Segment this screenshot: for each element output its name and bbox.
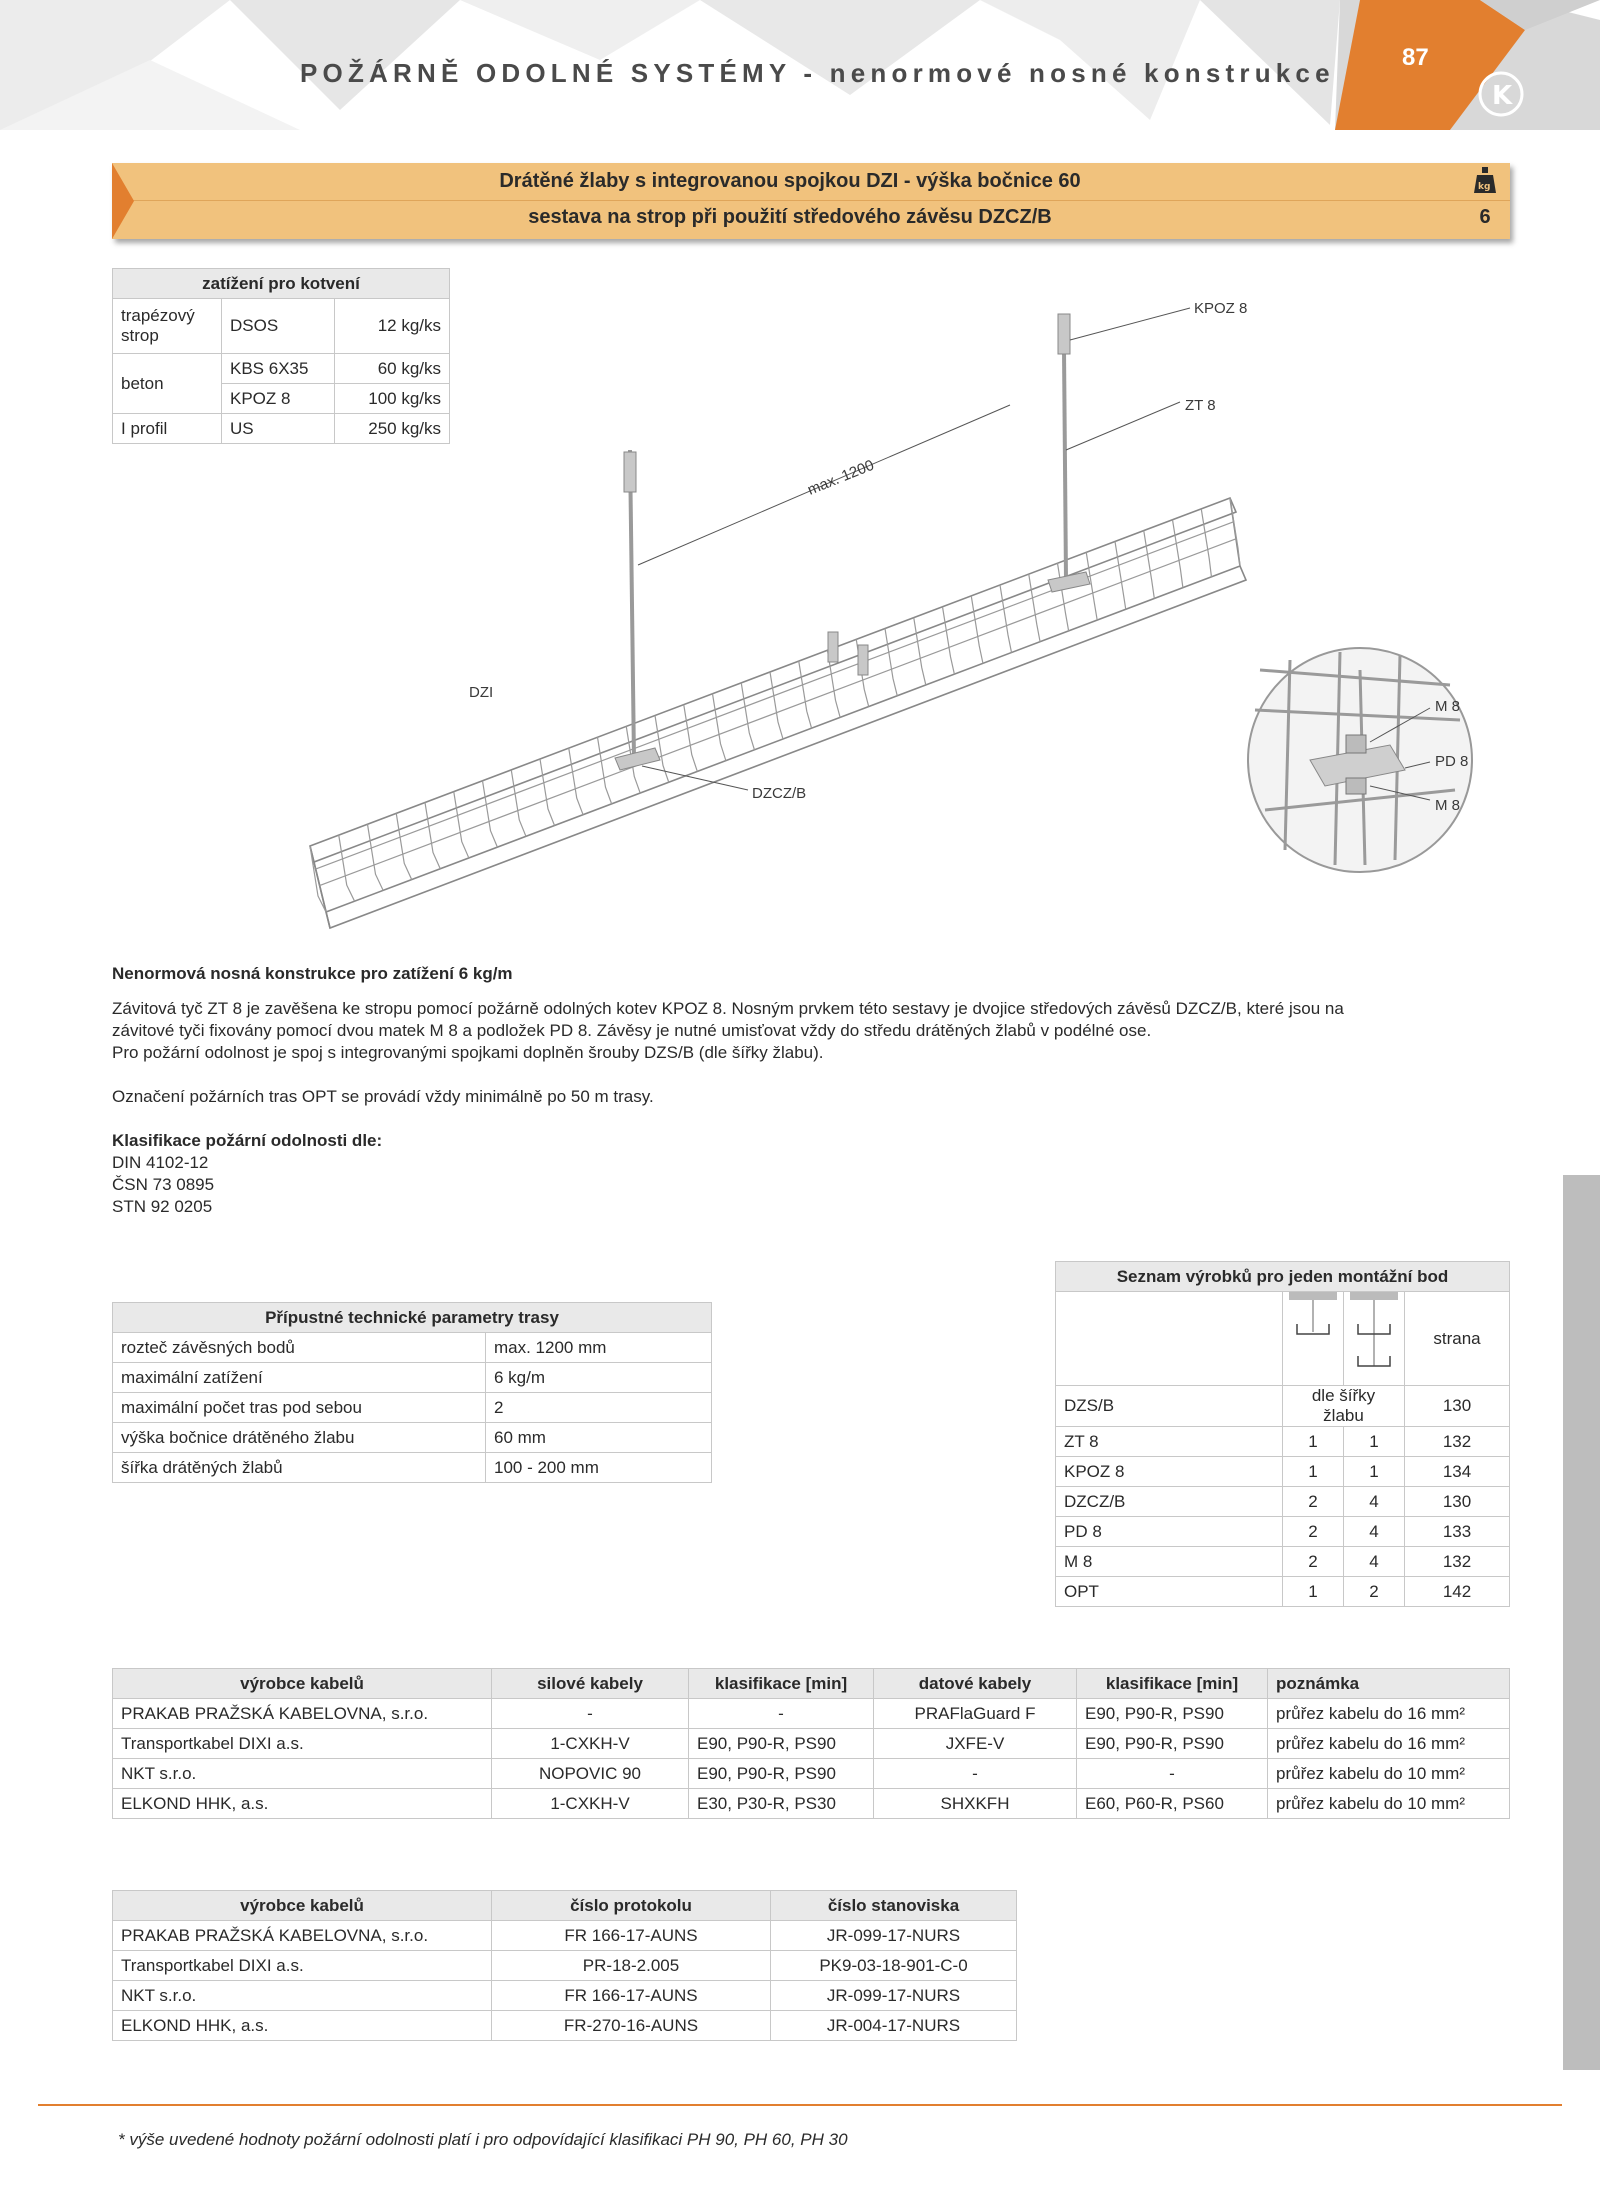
- footnote: * výše uvedené hodnoty požární odolnosti platí i pro odpovídající klasifikaci PH 90, PH 60, PH 30: [118, 2130, 848, 2149]
- product-page: 133: [1405, 1517, 1510, 1547]
- param-name: výška bočnice drátěného žlabu: [113, 1423, 486, 1453]
- banner-title-line2: sestava na strop při použití středového závěsu DZCZ/B: [528, 206, 1052, 228]
- product-name: DZCZ/B: [1056, 1487, 1283, 1517]
- products-table-title: Seznam výrobků pro jeden montážní bod: [1056, 1262, 1510, 1292]
- cable-cell: E60, P60-R, PS60: [1077, 1789, 1268, 1819]
- description-line: Závitová tyč ZT 8 je zavěšena ke stropu pomocí požárně odolných kotev KPOZ 8. Nosným prvkem této sestavy je dvojice středových závěsů DZCZ/B, které jsou na: [112, 999, 1344, 1018]
- product-name: ZT 8: [1056, 1427, 1283, 1457]
- page-number: 87: [1402, 44, 1429, 71]
- classification-item: STN 92 0205: [112, 1197, 213, 1216]
- m8-top-label: M 8: [1435, 698, 1461, 715]
- param-value: 2: [486, 1393, 712, 1423]
- svg-text:kg: kg: [1478, 182, 1491, 192]
- opt-note: Označení požárních tras OPT se provádí vždy minimálně po 50 m trasy.: [112, 1087, 654, 1106]
- cable-cell: E90, P90-R, PS90: [1077, 1729, 1268, 1759]
- product-qty: 1: [1344, 1457, 1405, 1487]
- double-tray-icon: [1344, 1292, 1405, 1386]
- anchoring-item: KBS 6X35: [222, 354, 335, 384]
- footer-divider: [38, 2104, 1562, 2106]
- cable-cell: 1-CXKH-V: [492, 1729, 689, 1759]
- cable-cell: E90, P90-R, PS90: [689, 1729, 874, 1759]
- protocol-maker: ELKOND HHK, a.s.: [113, 2011, 492, 2041]
- cable-cell: PRAFlaGuard F: [874, 1699, 1077, 1729]
- cable-cell: -: [492, 1699, 689, 1729]
- product-qty: 4: [1344, 1547, 1405, 1577]
- cable-cell: -: [689, 1699, 874, 1729]
- product-page: 134: [1405, 1457, 1510, 1487]
- description-heading: Nenormová nosná konstrukce pro zatížení 6 kg/m: [112, 964, 513, 983]
- classification-list: [112, 1152, 214, 1218]
- anchoring-group: I profil: [113, 414, 222, 444]
- cables-header: poznámka: [1268, 1669, 1510, 1699]
- cables-header: silové kabely: [492, 1669, 689, 1699]
- opinion-number: JR-099-17-NURS: [771, 1981, 1017, 2011]
- cable-note: průřez kabelu do 16 mm²: [1268, 1699, 1510, 1729]
- product-name: DZS/B: [1056, 1386, 1283, 1427]
- product-qty: dle šířky žlabu: [1283, 1386, 1405, 1427]
- banner-divider: [112, 200, 1510, 201]
- dzcz-label: DZCZ/B: [752, 785, 807, 802]
- param-value: 100 - 200 mm: [486, 1453, 712, 1483]
- description-line: závitové tyči fixovány pomocí dvou matek M 8 a podložek PD 8. Závěsy je nutné umisťovat vždy do středu drátěných žlabů v podélné ose.: [112, 1021, 1152, 1040]
- classification-item: ČSN 73 0895: [112, 1175, 215, 1194]
- anchoring-item: DSOS: [222, 299, 335, 354]
- anchoring-value: 100 kg/ks: [335, 384, 450, 414]
- weight-kg-icon: [1474, 167, 1496, 193]
- product-qty: 4: [1344, 1517, 1405, 1547]
- cables-table: [112, 1668, 1510, 1819]
- anchoring-value: 250 kg/ks: [335, 414, 450, 444]
- cable-maker: ELKOND HHK, a.s.: [113, 1789, 492, 1819]
- param-value: max. 1200 mm: [486, 1333, 712, 1363]
- cable-maker: Transportkabel DIXI a.s.: [113, 1729, 492, 1759]
- description-text: [112, 998, 1512, 1064]
- assembly-drawing: [290, 290, 1590, 930]
- cable-cell: -: [1077, 1759, 1268, 1789]
- product-name: PD 8: [1056, 1517, 1283, 1547]
- product-qty: 2: [1344, 1577, 1405, 1607]
- product-qty: 2: [1283, 1517, 1344, 1547]
- protocol-header: výrobce kabelů: [113, 1891, 492, 1921]
- products-header-blank: [1056, 1292, 1283, 1386]
- zt-label: ZT 8: [1185, 397, 1216, 414]
- cables-header: klasifikace [min]: [689, 1669, 874, 1699]
- route-parameters-table: [112, 1302, 712, 1483]
- classification-item: DIN 4102-12: [112, 1153, 209, 1172]
- single-tray-icon: [1283, 1292, 1344, 1386]
- anchoring-group: beton: [113, 354, 222, 414]
- protocol-number: FR 166-17-AUNS: [492, 1921, 771, 1951]
- cables-header: datové kabely: [874, 1669, 1077, 1699]
- protocol-header: číslo protokolu: [492, 1891, 771, 1921]
- protocol-maker: PRAKAB PRAŽSKÁ KABELOVNA, s.r.o.: [113, 1921, 492, 1951]
- protocol-number: FR 166-17-AUNS: [492, 1981, 771, 2011]
- product-qty: 1: [1283, 1427, 1344, 1457]
- anchoring-table-title: zatížení pro kotvení: [113, 269, 450, 299]
- protocol-number: FR-270-16-AUNS: [492, 2011, 771, 2041]
- protocol-maker: Transportkabel DIXI a.s.: [113, 1951, 492, 1981]
- param-value: 60 mm: [486, 1423, 712, 1453]
- anchoring-group: trapézový strop: [113, 299, 222, 354]
- m8-bottom-label: M 8: [1435, 797, 1461, 814]
- param-value: 6 kg/m: [486, 1363, 712, 1393]
- cable-cell: 1-CXKH-V: [492, 1789, 689, 1819]
- param-name: maximální zatížení: [113, 1363, 486, 1393]
- product-qty: 2: [1283, 1487, 1344, 1517]
- opinion-number: PK9-03-18-901-C-0: [771, 1951, 1017, 1981]
- anchoring-value: 12 kg/ks: [335, 299, 450, 354]
- param-name: maximální počet tras pod sebou: [113, 1393, 486, 1423]
- banner-arrow-icon: [112, 163, 134, 239]
- max-spacing-label: max. 1200: [805, 456, 877, 499]
- product-name: M 8: [1056, 1547, 1283, 1577]
- product-qty: 1: [1283, 1457, 1344, 1487]
- cable-cell: NOPOVIC 90: [492, 1759, 689, 1789]
- page-side-tab: [1563, 1175, 1600, 2070]
- protocol-table: [112, 1890, 1017, 2041]
- cables-header: výrobce kabelů: [113, 1669, 492, 1699]
- cable-note: průřez kabelu do 16 mm²: [1268, 1729, 1510, 1759]
- protocol-number: PR-18-2.005: [492, 1951, 771, 1981]
- params-table-title: Přípustné technické parametry trasy: [113, 1303, 712, 1333]
- param-name: šířka drátěných žlabů: [113, 1453, 486, 1483]
- cable-cell: SHXKFH: [874, 1789, 1077, 1819]
- cables-header: klasifikace [min]: [1077, 1669, 1268, 1699]
- product-qty: 1: [1344, 1427, 1405, 1457]
- cable-cell: E90, P90-R, PS90: [1077, 1699, 1268, 1729]
- cable-maker: NKT s.r.o.: [113, 1759, 492, 1789]
- product-page: 132: [1405, 1427, 1510, 1457]
- param-name: rozteč závěsných bodů: [113, 1333, 486, 1363]
- product-qty: 2: [1283, 1547, 1344, 1577]
- cable-cell: E90, P90-R, PS90: [689, 1759, 874, 1789]
- cable-cell: E30, P30-R, PS30: [689, 1789, 874, 1819]
- product-qty: 4: [1344, 1487, 1405, 1517]
- classification-heading: Klasifikace požární odolnosti dle:: [112, 1131, 383, 1150]
- product-page: 130: [1405, 1386, 1510, 1427]
- opinion-number: JR-099-17-NURS: [771, 1921, 1017, 1951]
- opinion-number: JR-004-17-NURS: [771, 2011, 1017, 2041]
- product-page: 132: [1405, 1547, 1510, 1577]
- anchoring-item: KPOZ 8: [222, 384, 335, 414]
- kpoz-label: KPOZ 8: [1194, 300, 1248, 317]
- strana-header: strana: [1405, 1292, 1510, 1386]
- description-line: Pro požární odolnost je spoj s integrovanými spojkami doplněn šrouby DZS/B (dle šířky žlabu).: [112, 1043, 824, 1062]
- banner-title-line1: Drátěné žlaby s integrovanou spojkou DZI - výška bočnice 60: [499, 170, 1081, 192]
- product-name: OPT: [1056, 1577, 1283, 1607]
- products-table: [1055, 1261, 1510, 1607]
- dzi-label: DZI: [469, 684, 494, 701]
- cable-cell: JXFE-V: [874, 1729, 1077, 1759]
- product-page: 130: [1405, 1487, 1510, 1517]
- cable-note: průřez kabelu do 10 mm²: [1268, 1789, 1510, 1819]
- weight-value: 6: [1479, 206, 1491, 228]
- product-page: 142: [1405, 1577, 1510, 1607]
- protocol-maker: NKT s.r.o.: [113, 1981, 492, 2011]
- cable-cell: -: [874, 1759, 1077, 1789]
- product-qty: 1: [1283, 1577, 1344, 1607]
- svg-text:K: K: [1492, 81, 1513, 111]
- protocol-header: číslo stanoviska: [771, 1891, 1017, 1921]
- pd8-label: PD 8: [1435, 753, 1469, 770]
- anchoring-value: 60 kg/ks: [335, 354, 450, 384]
- product-name: KPOZ 8: [1056, 1457, 1283, 1487]
- cable-note: průřez kabelu do 10 mm²: [1268, 1759, 1510, 1789]
- page-title: POŽÁRNĚ ODOLNÉ SYSTÉMY - nenormové nosné konstrukce: [300, 58, 1335, 88]
- anchoring-item: US: [222, 414, 335, 444]
- cable-maker: PRAKAB PRAŽSKÁ KABELOVNA, s.r.o.: [113, 1699, 492, 1729]
